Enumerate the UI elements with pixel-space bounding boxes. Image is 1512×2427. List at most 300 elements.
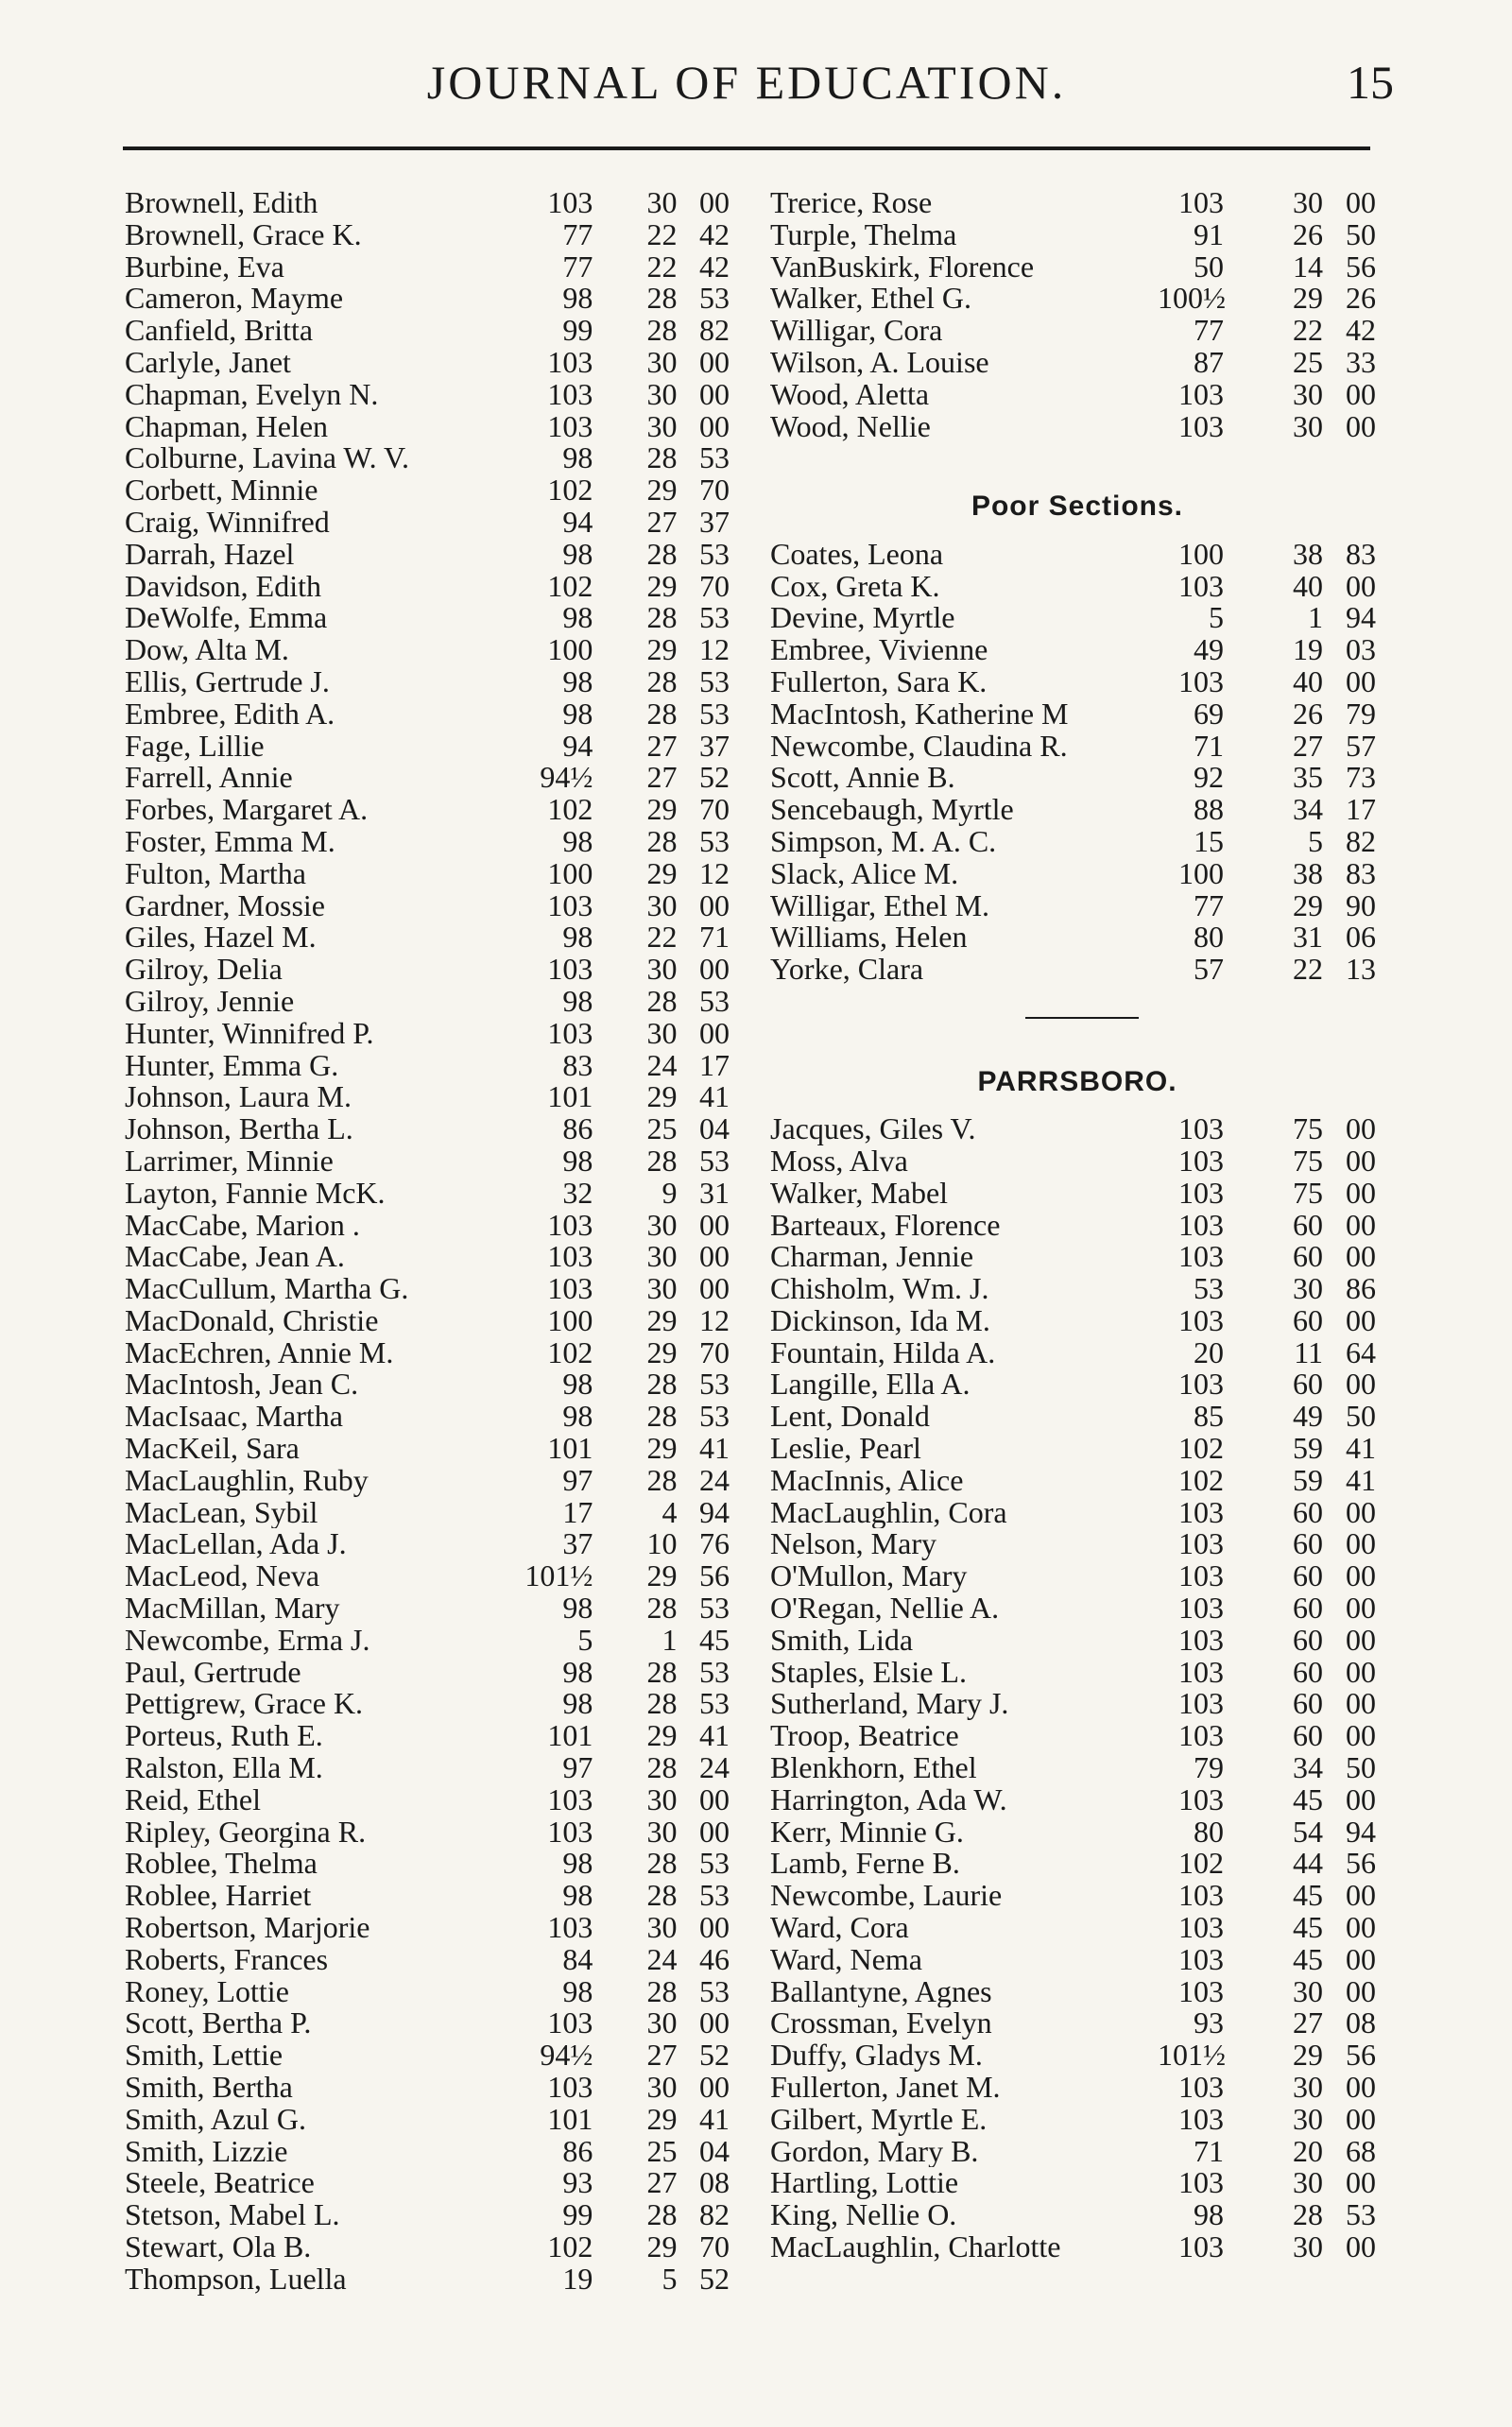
amount-dollars: 30 — [1293, 408, 1323, 443]
days-taught: 98 — [562, 823, 593, 858]
amount-dollars: 22 — [646, 216, 678, 251]
teacher-name: Johnson, Laura M. — [125, 1081, 352, 1114]
teacher-name: Ripley, Georgina R. — [125, 1816, 367, 1849]
table-row — [770, 1622, 1384, 1657]
amount-dollars: 60 — [1293, 1686, 1323, 1721]
table-row — [125, 983, 730, 1018]
teacher-name: Fullerton, Janet M. — [770, 2072, 1001, 2104]
days-taught: 103 — [1178, 408, 1224, 443]
days-taught: 79 — [1194, 1750, 1224, 1785]
amount-dollars: 26 — [1293, 216, 1323, 251]
teacher-name: Trerice, Rose — [770, 187, 933, 219]
teacher-name: MacLaughlin, Cora — [770, 1496, 1007, 1529]
amount-cents: 00 — [699, 952, 730, 987]
spacer — [770, 442, 1384, 474]
days-taught: 103 — [547, 185, 593, 219]
teacher-name: Dow, Alta M. — [125, 634, 289, 666]
table-row — [125, 1015, 730, 1050]
days-taught: 103 — [1178, 2229, 1224, 2263]
amount-dollars: 24 — [646, 1941, 678, 1976]
days-taught: 80 — [1194, 1814, 1224, 1849]
table-row — [125, 504, 730, 539]
days-taught: 103 — [1178, 2070, 1224, 2105]
days-taught: 102 — [1178, 1431, 1224, 1466]
table-row — [770, 2101, 1384, 2136]
teacher-name: Hunter, Emma G. — [125, 1049, 339, 1082]
days-taught: 103 — [1178, 1175, 1224, 1210]
teacher-name: Wood, Nellie — [770, 410, 931, 443]
teacher-name: Fullerton, Sara K. — [770, 665, 988, 698]
table-row — [125, 728, 730, 763]
teacher-name: Dickinson, Ida M. — [770, 1304, 990, 1337]
amount-dollars: 29 — [646, 568, 678, 603]
amount-dollars: 1 — [1308, 600, 1323, 635]
amount-dollars: 60 — [1293, 1558, 1323, 1593]
amount-dollars: 30 — [646, 952, 678, 987]
amount-dollars: 24 — [646, 1047, 678, 1082]
amount-cents: 24 — [699, 1750, 730, 1785]
days-taught: 103 — [547, 887, 593, 922]
teacher-name: Yorke, Clara — [770, 954, 924, 986]
amount-cents: 56 — [699, 1558, 730, 1593]
amount-cents: 53 — [699, 600, 730, 635]
amount-dollars: 60 — [1293, 1207, 1323, 1242]
amount-cents: 90 — [1346, 887, 1376, 922]
teacher-name: Fountain, Hilda A. — [770, 1336, 996, 1369]
amount-dollars: 29 — [1293, 281, 1323, 316]
amount-dollars: 29 — [646, 1079, 678, 1114]
amount-dollars: 29 — [646, 855, 678, 890]
teacher-name: Steele, Beatrice — [125, 2167, 315, 2200]
amount-dollars: 29 — [646, 2101, 678, 2136]
table-row — [125, 1113, 730, 1145]
table-row — [125, 1816, 730, 1849]
amount-dollars: 35 — [1293, 760, 1323, 795]
table-row — [125, 1560, 730, 1592]
amount-dollars: 49 — [1293, 1399, 1323, 1434]
teacher-name: MacIntosh, Jean C. — [125, 1368, 359, 1402]
table-row — [125, 283, 730, 315]
teacher-name: Walker, Mabel — [770, 1177, 949, 1210]
teacher-name: Smith, Lettie — [125, 2040, 284, 2073]
table-row — [125, 1973, 730, 2008]
table-row — [770, 1941, 1384, 1976]
amount-cents: 70 — [699, 568, 730, 603]
amount-dollars: 38 — [1293, 536, 1323, 571]
amount-cents: 00 — [699, 185, 730, 219]
amount-cents: 68 — [1346, 2133, 1376, 2168]
days-taught: 103 — [1178, 1558, 1224, 1593]
table-row — [770, 376, 1384, 411]
amount-dollars: 30 — [1293, 2165, 1323, 2200]
amount-dollars: 30 — [646, 1814, 678, 1849]
amount-cents: 53 — [699, 696, 730, 731]
table-row — [770, 1528, 1384, 1560]
amount-cents: 71 — [699, 920, 730, 955]
teacher-name: Gilroy, Jennie — [125, 985, 295, 1018]
teacher-name: Turple, Thelma — [770, 218, 957, 251]
amount-cents: 03 — [1346, 632, 1376, 667]
amount-cents: 12 — [699, 632, 730, 667]
days-taught: 20 — [1194, 1334, 1224, 1369]
teacher-name: Fulton, Martha — [125, 857, 306, 890]
teacher-name: Porteus, Ruth E. — [125, 1720, 323, 1753]
teacher-name: Nelson, Mary — [770, 1528, 936, 1561]
teacher-name: Ralston, Ella M. — [125, 1752, 323, 1784]
days-taught: 103 — [547, 1015, 593, 1050]
amount-cents: 00 — [1346, 376, 1376, 411]
amount-cents: 00 — [1346, 1302, 1376, 1337]
days-taught: 103 — [1178, 1622, 1224, 1657]
amount-dollars: 31 — [1293, 920, 1323, 955]
table-row — [770, 698, 1384, 731]
table-row — [125, 2133, 730, 2168]
amount-cents: 00 — [1346, 663, 1376, 698]
days-taught: 86 — [562, 2133, 593, 2168]
amount-cents: 04 — [699, 1111, 730, 1146]
table-row — [770, 2072, 1384, 2104]
amount-cents: 00 — [1346, 1782, 1376, 1816]
amount-dollars: 26 — [1293, 696, 1323, 731]
teacher-name: Gardner, Mossie — [125, 889, 325, 922]
amount-dollars: 28 — [646, 1846, 678, 1881]
teacher-name: Williams, Helen — [770, 921, 968, 955]
days-taught: 103 — [547, 1239, 593, 1274]
days-taught: 103 — [1178, 1207, 1224, 1242]
table-row — [125, 954, 730, 986]
amount-cents: 00 — [1346, 1878, 1376, 1913]
teacher-name: Ward, Nema — [770, 1943, 922, 1976]
teacher-name: Slack, Alice M. — [770, 857, 959, 890]
table-row — [770, 1273, 1384, 1305]
amount-dollars: 28 — [646, 1462, 678, 1497]
table-row — [125, 1528, 730, 1560]
amount-dollars: 28 — [646, 663, 678, 698]
amount-dollars: 30 — [1293, 185, 1323, 219]
amount-cents: 53 — [699, 1367, 730, 1402]
amount-dollars: 20 — [1293, 2133, 1323, 2168]
days-taught: 103 — [547, 2005, 593, 2040]
table-row — [770, 1401, 1384, 1433]
days-taught: 103 — [547, 408, 593, 443]
amount-cents: 52 — [699, 2261, 730, 2296]
amount-dollars: 30 — [646, 376, 678, 411]
teacher-name: Scott, Bertha P. — [125, 2007, 312, 2040]
table-row — [770, 1145, 1384, 1178]
amount-cents: 53 — [699, 1973, 730, 2008]
amount-dollars: 45 — [1293, 1910, 1323, 1945]
days-taught: 103 — [1178, 1973, 1224, 2008]
days-taught: 103 — [1178, 2165, 1224, 2200]
teacher-name: Stetson, Mabel L. — [125, 2199, 340, 2231]
days-taught: 100½ — [1158, 281, 1226, 316]
amount-cents: 53 — [699, 1654, 730, 1689]
days-taught: 103 — [547, 1207, 593, 1242]
amount-cents: 53 — [699, 281, 730, 316]
amount-dollars: 28 — [646, 313, 678, 348]
days-taught: 102 — [547, 792, 593, 827]
amount-dollars: 29 — [646, 792, 678, 827]
amount-dollars: 60 — [1293, 1526, 1323, 1561]
days-taught: 102 — [547, 473, 593, 508]
amount-cents: 53 — [699, 1846, 730, 1881]
amount-dollars: 60 — [1293, 1718, 1323, 1753]
days-taught: 5 — [577, 1622, 593, 1657]
amount-dollars: 28 — [1293, 2197, 1323, 2232]
days-taught: 101 — [547, 1718, 593, 1753]
days-taught: 94½ — [540, 760, 593, 795]
amount-dollars: 60 — [1293, 1622, 1323, 1657]
amount-cents: 82 — [1346, 823, 1376, 858]
amount-cents: 00 — [1346, 1526, 1376, 1561]
days-taught: 77 — [562, 216, 593, 251]
teacher-name: Gordon, Mary B. — [770, 2135, 979, 2168]
teacher-name: MacKeil, Sara — [125, 1433, 300, 1465]
amount-cents: 82 — [699, 313, 730, 348]
teacher-name: Wilson, A. Louise — [770, 346, 989, 379]
table-row — [125, 442, 730, 474]
amount-cents: 56 — [1346, 2038, 1376, 2073]
amount-dollars: 27 — [1293, 2005, 1323, 2040]
amount-dollars: 44 — [1293, 1846, 1323, 1881]
amount-cents: 53 — [699, 823, 730, 858]
amount-cents: 41 — [699, 1431, 730, 1466]
table-row — [125, 887, 730, 922]
amount-cents: 17 — [1346, 792, 1376, 827]
amount-cents: 52 — [699, 2038, 730, 2073]
teacher-name: MacLellan, Ada J. — [125, 1528, 347, 1561]
left-column-list — [125, 187, 730, 2296]
amount-dollars: 1 — [662, 1622, 678, 1657]
amount-dollars: 45 — [1293, 1941, 1323, 1976]
table-row — [770, 855, 1384, 890]
teacher-name: Staples, Elsie L. — [770, 1656, 967, 1689]
amount-dollars: 28 — [646, 1686, 678, 1721]
table-row — [770, 954, 1384, 986]
amount-cents: 76 — [699, 1526, 730, 1561]
amount-cents: 00 — [1346, 2229, 1376, 2263]
teacher-name: Smith, Bertha — [125, 2072, 293, 2104]
amount-cents: 41 — [699, 2101, 730, 2136]
days-taught: 103 — [1178, 1591, 1224, 1626]
amount-cents: 94 — [1346, 1814, 1376, 1849]
amount-cents: 53 — [699, 1399, 730, 1434]
table-row — [125, 1047, 730, 1082]
table-row — [770, 2167, 1384, 2199]
days-taught: 84 — [562, 1941, 593, 1976]
teacher-name: Burbine, Eva — [125, 250, 284, 284]
amount-dollars: 30 — [646, 408, 678, 443]
days-taught: 98 — [562, 1878, 593, 1913]
amount-dollars: 30 — [1293, 2229, 1323, 2263]
table-row — [770, 762, 1384, 794]
teacher-name: MacCabe, Marion . — [125, 1209, 360, 1242]
amount-dollars: 28 — [646, 1654, 678, 1689]
amount-cents: 83 — [1346, 855, 1376, 890]
amount-cents: 56 — [1346, 249, 1376, 284]
table-row — [770, 1752, 1384, 1784]
table-row — [770, 887, 1384, 922]
amount-dollars: 29 — [646, 473, 678, 508]
amount-cents: 00 — [1346, 185, 1376, 219]
days-taught: 102 — [1178, 1846, 1224, 1881]
days-taught: 71 — [1194, 728, 1224, 763]
days-taught: 98 — [562, 1591, 593, 1626]
days-taught: 98 — [562, 600, 593, 635]
table-row — [125, 1081, 730, 1113]
days-taught: 98 — [562, 536, 593, 571]
amount-cents: 08 — [1346, 2005, 1376, 2040]
days-taught: 98 — [562, 1399, 593, 1434]
amount-dollars: 29 — [1293, 887, 1323, 922]
days-taught: 100 — [1178, 855, 1224, 890]
table-row — [125, 2072, 730, 2104]
parrsboro-heading: PARRSBORO. — [977, 1065, 1177, 1097]
amount-cents: 53 — [699, 440, 730, 475]
amount-dollars: 28 — [646, 1367, 678, 1402]
amount-dollars: 30 — [646, 1271, 678, 1306]
days-taught: 103 — [1178, 1686, 1224, 1721]
teacher-name: Hunter, Winnifred P. — [125, 1017, 374, 1050]
amount-cents: 37 — [699, 728, 730, 763]
amount-cents: 94 — [1346, 600, 1376, 635]
amount-cents: 00 — [1346, 2165, 1376, 2200]
days-taught: 100 — [547, 632, 593, 667]
teacher-name: Embree, Edith A. — [125, 697, 335, 731]
days-taught: 87 — [1194, 344, 1224, 379]
amount-dollars: 75 — [1293, 1111, 1323, 1146]
teacher-name: Harrington, Ada W. — [770, 1783, 1007, 1816]
teacher-name: Chisholm, Wm. J. — [770, 1273, 989, 1305]
amount-cents: 86 — [1346, 1271, 1376, 1306]
table-row — [125, 536, 730, 571]
teacher-name: Sencebaugh, Myrtle — [770, 794, 1014, 826]
table-row — [770, 1592, 1384, 1625]
table-row — [770, 602, 1384, 634]
days-taught: 86 — [562, 1111, 593, 1146]
amount-cents: 00 — [1346, 1718, 1376, 1753]
table-row — [770, 1816, 1384, 1849]
amount-dollars: 30 — [1293, 1973, 1323, 2008]
days-taught: 50 — [1194, 249, 1224, 284]
amount-cents: 00 — [699, 1910, 730, 1945]
table-row — [125, 1752, 730, 1784]
amount-cents: 56 — [1346, 1846, 1376, 1881]
amount-cents: 00 — [699, 1207, 730, 1242]
days-taught: 102 — [547, 568, 593, 603]
amount-dollars: 28 — [646, 696, 678, 731]
table-row — [125, 315, 730, 347]
days-taught: 77 — [1194, 313, 1224, 348]
amount-cents: 57 — [1346, 728, 1376, 763]
days-taught: 98 — [562, 1143, 593, 1178]
days-taught: 97 — [562, 1750, 593, 1785]
teacher-name: Lamb, Ferne B. — [770, 1848, 960, 1881]
amount-cents: 06 — [1346, 920, 1376, 955]
amount-dollars: 59 — [1293, 1431, 1323, 1466]
amount-cents: 00 — [1346, 1910, 1376, 1945]
teacher-name: Willigar, Ethel M. — [770, 889, 990, 922]
amount-dollars: 30 — [1293, 2070, 1323, 2105]
days-taught: 99 — [562, 313, 593, 348]
days-taught: 101 — [547, 1431, 593, 1466]
amount-cents: 00 — [1346, 1686, 1376, 1721]
days-taught: 103 — [1178, 663, 1224, 698]
teacher-name: Jacques, Giles V. — [770, 1113, 976, 1145]
amount-dollars: 29 — [646, 1431, 678, 1466]
table-row — [770, 2040, 1384, 2072]
days-taught: 103 — [1178, 1367, 1224, 1402]
table-row — [125, 568, 730, 603]
amount-cents: 41 — [1346, 1431, 1376, 1466]
amount-cents: 00 — [699, 1239, 730, 1274]
amount-dollars: 27 — [646, 728, 678, 763]
amount-cents: 00 — [1346, 2101, 1376, 2136]
amount-cents: 73 — [1346, 760, 1376, 795]
days-taught: 17 — [562, 1494, 593, 1529]
page-number: 15 — [1347, 56, 1394, 109]
teacher-name: Ellis, Gertrude J. — [125, 665, 330, 698]
amount-cents: 17 — [699, 1047, 730, 1082]
amount-dollars: 28 — [646, 1399, 678, 1434]
days-taught: 103 — [547, 344, 593, 379]
running-title: JOURNAL OF EDUCATION. — [426, 56, 1067, 109]
teacher-name: Roberts, Frances — [125, 1943, 329, 1976]
days-taught: 103 — [1178, 376, 1224, 411]
table-row — [125, 376, 730, 411]
amount-cents: 42 — [699, 249, 730, 284]
amount-dollars: 22 — [1293, 313, 1323, 348]
amount-dollars: 5 — [1308, 823, 1323, 858]
amount-cents: 70 — [699, 1334, 730, 1369]
table-row — [125, 1912, 730, 1944]
amount-dollars: 29 — [646, 1558, 678, 1593]
teacher-name: Scott, Annie B. — [770, 762, 955, 795]
table-row — [125, 1145, 730, 1178]
days-taught: 101½ — [524, 1558, 593, 1593]
days-taught: 94 — [562, 728, 593, 763]
days-taught: 98 — [562, 1846, 593, 1881]
table-row — [770, 1654, 1384, 1689]
teacher-name: Newcombe, Laurie — [770, 1880, 1003, 1913]
days-taught: 103 — [1178, 1878, 1224, 1913]
days-taught: 15 — [1194, 823, 1224, 858]
days-taught: 49 — [1194, 632, 1224, 667]
days-taught: 100 — [547, 1302, 593, 1337]
days-taught: 98 — [562, 696, 593, 731]
amount-dollars: 28 — [646, 1143, 678, 1178]
right-column — [770, 187, 1384, 2263]
amount-dollars: 29 — [646, 1302, 678, 1337]
amount-dollars: 34 — [1293, 1750, 1323, 1785]
teacher-name: Farrell, Annie — [125, 762, 293, 795]
amount-dollars: 60 — [1293, 1494, 1323, 1529]
teacher-name: O'Mullon, Mary — [770, 1560, 968, 1593]
amount-cents: 12 — [699, 855, 730, 890]
amount-dollars: 34 — [1293, 792, 1323, 827]
amount-dollars: 28 — [646, 1973, 678, 2008]
amount-dollars: 22 — [646, 249, 678, 284]
amount-dollars: 28 — [646, 440, 678, 475]
poor-sections-heading: Poor Sections. — [971, 491, 1184, 523]
table-row — [125, 1302, 730, 1337]
teacher-name: MacEchren, Annie M. — [125, 1336, 394, 1369]
amount-cents: 00 — [1346, 1207, 1376, 1242]
teacher-name: Duffy, Gladys M. — [770, 2040, 983, 2073]
days-taught: 98 — [562, 920, 593, 955]
table-row — [770, 1433, 1384, 1465]
days-taught: 103 — [1178, 1782, 1224, 1816]
